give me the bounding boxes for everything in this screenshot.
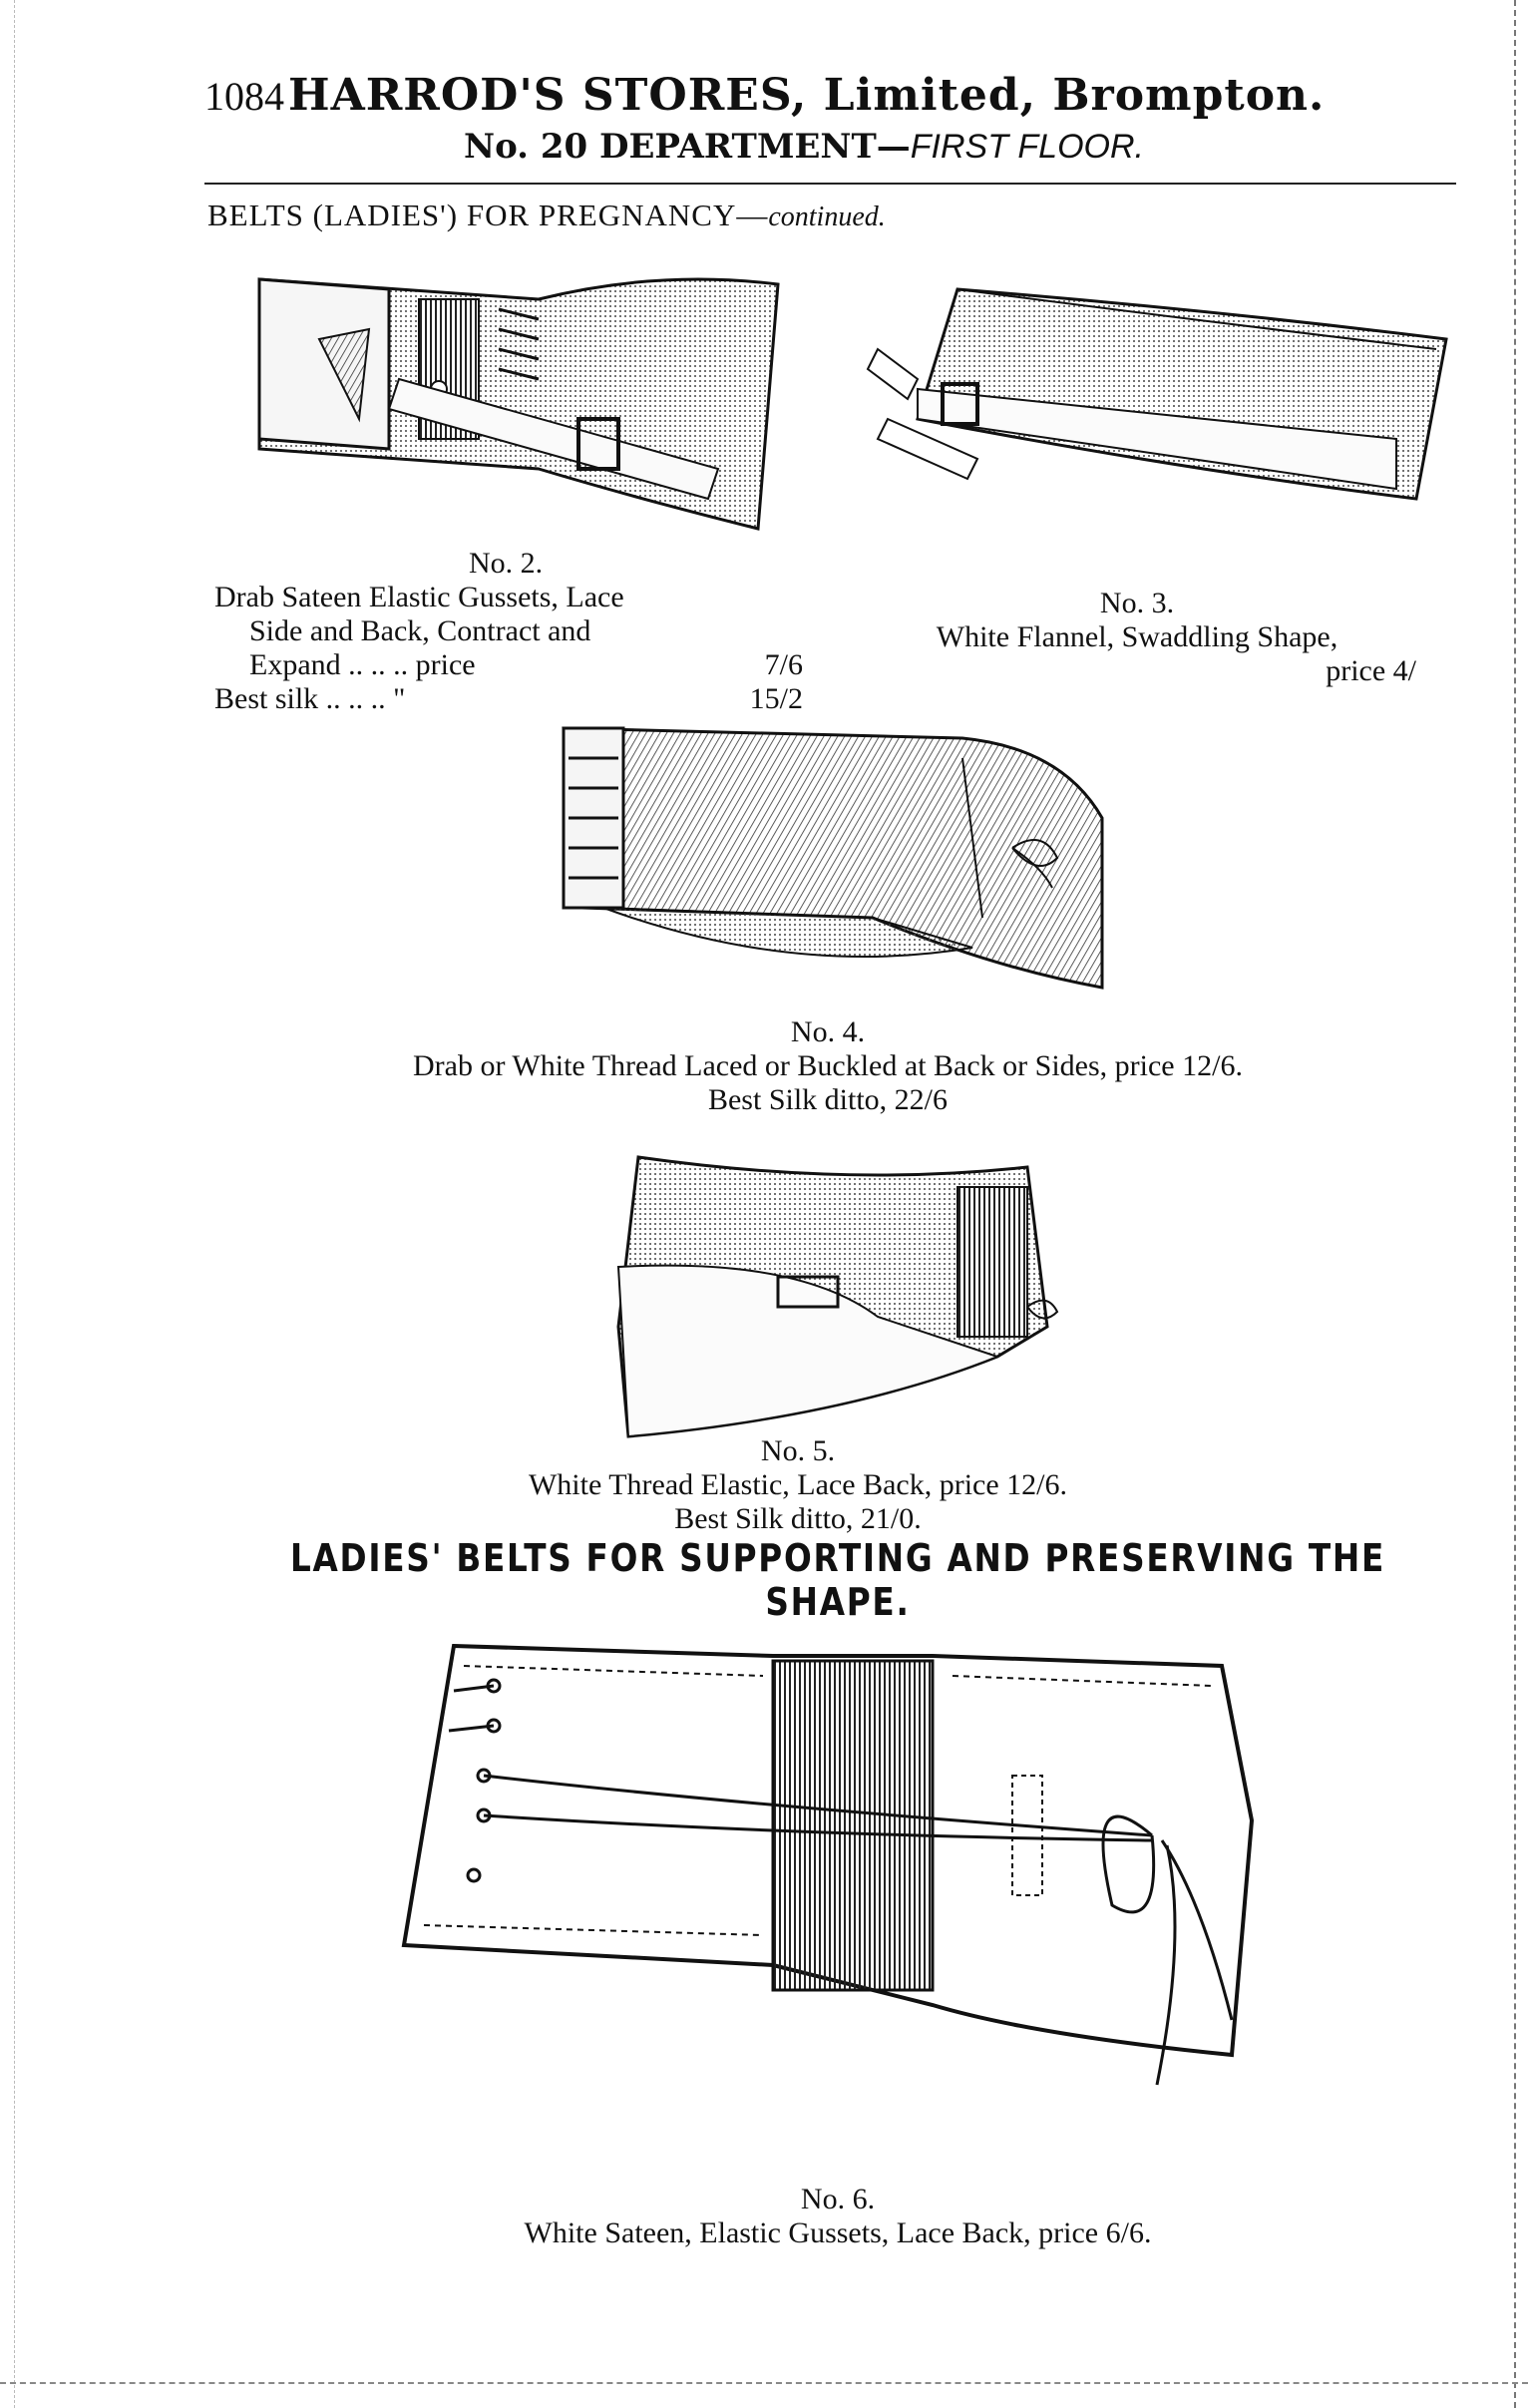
item-no3-number: No. 3. [1099, 587, 1175, 619]
belt-no6-illustration [394, 1636, 1272, 2155]
page-header [204, 70, 1431, 121]
item-no2-caption [214, 581, 803, 716]
header-rule [204, 183, 1456, 185]
item-no4-line1: Drab or White Thread Laced or Buckled at Back or Sides, price 12/6. [413, 1049, 1243, 1082]
item-no3-line1: White Flannel, Swaddling Shape, [936, 620, 1338, 653]
item-no2-price2: 15/2 [749, 682, 803, 715]
page-bottom-edge [0, 2382, 1528, 2384]
section-title-text: BELTS (LADIES') FOR PREGNANCY [207, 198, 737, 232]
belt-no4-illustration [544, 718, 1122, 1007]
section-title: BELTS (LADIES') FOR PREGNANCY—continued. [207, 198, 886, 232]
item-no2-line2: Side and Back, Contract and [249, 614, 591, 647]
item-no5-line1: White Thread Elastic, Lace Back, price 12/6. [528, 1468, 1068, 1501]
page-left-edge [14, 0, 15, 2408]
section-continued: continued. [768, 201, 886, 232]
supporting-belts-heading [289, 1536, 1387, 1624]
item-no2-price: 7/6 [764, 648, 803, 681]
item-no6-number: No. 6. [800, 2183, 876, 2215]
page-number: 1084 [204, 74, 284, 119]
item-no3-caption [858, 587, 1416, 688]
heading-line1: LADIES' BELTS FOR SUPPORTING AND PRESERVING THE [289, 1536, 1386, 1580]
item-no2-line3: Expand .. .. .. price [249, 648, 476, 681]
heading-line2: SHAPE. [765, 1580, 911, 1624]
item-no6-caption [419, 2183, 1257, 2250]
belt-no2-illustration [239, 269, 798, 539]
item-no2-number: No. 2. [469, 547, 544, 580]
item-no2-line1: Drab Sateen Elastic Gussets, Lace [214, 581, 624, 613]
item-no2-silk-row [214, 682, 803, 716]
department-line: No. 20 DEPARTMENT—FIRST FLOOR. [464, 127, 1144, 167]
item-no2-price-row [214, 648, 803, 682]
item-no6-line1: White Sateen, Elastic Gussets, Lace Back, price 6/6. [524, 2216, 1152, 2249]
department-floor: FIRST FLOOR. [910, 128, 1144, 166]
item-no5-caption [419, 1434, 1177, 1536]
page-right-edge [1514, 0, 1516, 2408]
item-no3-line2: price 4/ [1326, 654, 1416, 687]
department-name: No. 20 DEPARTMENT [464, 127, 877, 167]
item-no2-line4: Best silk .. .. .. " [214, 682, 406, 715]
item-no4-line2: Best Silk ditto, 22/6 [707, 1083, 949, 1116]
store-name: HARROD'S STORES, Limited, Brompton. [288, 70, 1326, 121]
belt-no5-illustration [598, 1147, 1077, 1446]
item-no5-line2: Best Silk ditto, 21/0. [674, 1502, 922, 1535]
item-no4-caption [319, 1015, 1337, 1117]
belt-no3-illustration [858, 269, 1456, 519]
item-no4-number: No. 4. [790, 1015, 866, 1048]
item-no5-number: No. 5. [760, 1434, 836, 1467]
